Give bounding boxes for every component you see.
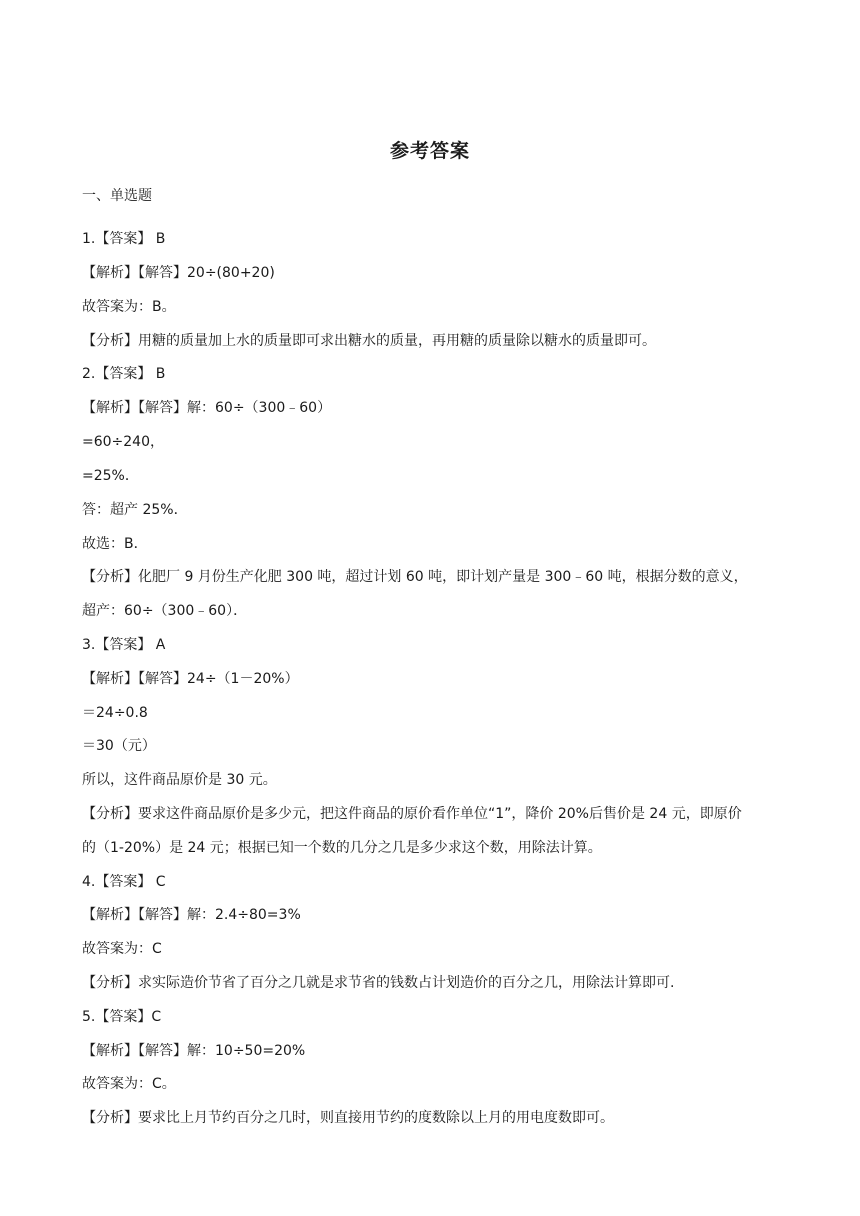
answer-line: 1.【答案】 B [82,231,166,247]
answer-line: 故答案为：C。 [82,1076,176,1092]
answer-line: 【分析】用糖的质量加上水的质量即可求出糖水的质量，再用糖的质量除以糖水的质量即可。 [82,333,656,349]
answer-line: 【解析】【解答】20÷(80+20) [82,265,275,281]
answer-line: 【解析】【解答】解：10÷50=20% [82,1043,306,1059]
answer-line: 3.【答案】 A [82,637,166,653]
answer-line: ＝30（元） [82,738,156,754]
answer-line: 的（1-20%）是 24 元；根据已知一个数的几分之几是多少求这个数，用除法计算。 [82,840,602,856]
answer-line: 【分析】求实际造价节省了百分之几就是求节省的钱数占计划造价的百分之几，用除法计算即可. [82,975,675,991]
answer-line: 超产：60÷（300﹣60）． [82,603,248,619]
answer-line: 【分析】化肥厂 9 月份生产化肥 300 吨，超过计划 60 吨，即计划产量是 300﹣60 吨，根据分数的意义， [82,569,748,585]
answer-line: 【解析】【解答】解：2.4÷80=3% [82,907,301,923]
answer-line: 【解析】【解答】24÷（1－20%） [82,671,299,687]
answer-line: 【分析】要求比上月节约百分之几时，则直接用节约的度数除以上月的用电度数即可。 [82,1110,614,1126]
answer-line: 2.【答案】 B [82,366,166,382]
answer-line: 故答案为：C [82,941,162,957]
answer-line: 所以，这件商品原价是 30 元。 [82,772,277,788]
answer-line: 答：超产 25%． [82,502,188,518]
answer-line: =60÷240， [82,434,164,450]
answer-line: 故选：B． [82,536,148,552]
section-heading: 一、单选题 [82,188,152,204]
answer-line: 故答案为：B。 [82,299,176,315]
answer-line: ＝24÷0.8 [82,705,148,721]
answer-line: =25%． [82,468,139,484]
answer-line: 【解析】【解答】解：60÷（300﹣60） [82,400,332,416]
page-title: 参考答案 [389,140,470,162]
answer-line: 【分析】要求这件商品原价是多少元，把这件商品的原价看作单位“1”，降价 20%后售价是 24 元，即原价 [82,806,742,822]
answer-line: 5.【答案】C [82,1009,162,1025]
answer-line: 4.【答案】 C [82,874,166,890]
